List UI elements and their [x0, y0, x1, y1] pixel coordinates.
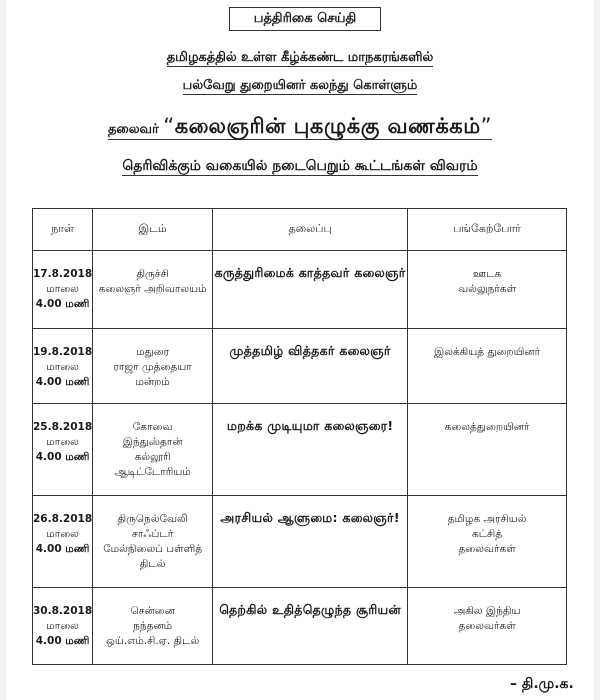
time-label: மாலை — [46, 283, 79, 295]
topic-cell — [213, 251, 408, 329]
participants-line: அகில இந்திய — [453, 605, 521, 617]
time-label: மாலை — [46, 528, 79, 540]
open-quote: “ — [163, 114, 175, 138]
time: 4.00 மணி — [35, 543, 90, 555]
intro-line-2-text: பல்வேறு துறையினர் கலந்து கொள்ளும் — [182, 78, 418, 93]
participants-line: தலைவர்கள் — [458, 620, 516, 632]
participants-line: வல்லுநர்கள் — [458, 283, 517, 295]
table-row — [33, 588, 567, 665]
topic: அரசியல் ஆளுமை: கலைஞர்! — [220, 510, 400, 525]
venue-line: ஒய்.எம்.சி.ஏ. திடல் — [106, 635, 200, 647]
intro-line-2 — [0, 78, 600, 94]
venue-line: சாஃப்டர் — [132, 528, 174, 540]
table-row — [33, 404, 567, 496]
table-row — [33, 251, 567, 329]
venue-line: கோவை — [132, 421, 173, 433]
date-cell — [33, 404, 93, 496]
time: 4.00 மணி — [35, 376, 90, 388]
topic-cell — [213, 329, 408, 404]
venue-line: திருச்சி — [136, 268, 169, 280]
participants-cell — [408, 251, 567, 329]
participants-cell — [408, 496, 567, 588]
date-cell — [33, 329, 93, 404]
topic: கருத்துரிமைக் காத்தவர் கலைஞர் — [214, 265, 406, 280]
table-row — [33, 329, 567, 404]
title-prefix: தலைவர் — [107, 122, 164, 137]
venue-cell — [93, 404, 213, 496]
venue-line: மேல்நிலைப் பள்ளித் — [103, 543, 203, 555]
topic-cell — [213, 588, 408, 665]
venue-cell — [93, 588, 213, 665]
column-header-venue: இடம் — [93, 209, 213, 251]
table-header-row — [33, 209, 567, 251]
topic-cell — [213, 404, 408, 496]
close-quote: ” — [480, 114, 493, 138]
topic-cell — [213, 496, 408, 588]
signature: – தி.மு.க. — [510, 676, 574, 692]
participants-cell — [408, 329, 567, 404]
participants-line: தலைவர்கள் — [458, 543, 516, 555]
venue-line: ஆடிட்டோரியம் — [114, 466, 191, 478]
intro-line-1-text: தமிழகத்தில் உள்ள கீழ்க்கண்ட மாநகரங்களில் — [166, 50, 434, 65]
time: 4.00 மணி — [35, 451, 90, 463]
column-header-participants: பங்கேற்போர் — [408, 209, 567, 251]
venue-line: மன்றம் — [135, 376, 170, 388]
date: 17.8.2018 — [33, 268, 93, 280]
press-release-label — [229, 7, 381, 31]
venue-line: திடல் — [139, 558, 166, 570]
venue-cell — [93, 329, 213, 404]
time-label: மாலை — [46, 436, 79, 448]
venue-line: கல்லூரி — [134, 451, 171, 463]
date-cell — [33, 496, 93, 588]
venue-line: மதுரை — [136, 346, 170, 358]
subtitle — [0, 158, 600, 176]
time-label: மாலை — [46, 361, 79, 373]
topic: முத்தமிழ் வித்தகர் கலைஞர் — [229, 343, 391, 358]
topic: தெற்கில் உதித்தெழுந்த சூரியன் — [219, 602, 401, 617]
time-label: மாலை — [46, 620, 79, 632]
date: 25.8.2018 — [33, 421, 93, 433]
title-main: கலைஞரின் புகழுக்கு வணக்கம் — [174, 114, 481, 138]
subtitle-text: தெரிவிக்கும் வகையில் நடைபெறும் கூட்டங்கள் விவரம் — [122, 158, 478, 174]
venue-cell — [93, 496, 213, 588]
participants-cell — [408, 404, 567, 496]
participants-line: இலக்கியத் துறையினர் — [434, 346, 541, 358]
main-title-underline — [107, 114, 493, 140]
date-cell — [33, 251, 93, 329]
venue-line: சென்னை — [130, 605, 175, 617]
venue-line: ராஜா முத்தையா — [113, 361, 192, 373]
date: 19.8.2018 — [33, 346, 93, 358]
participants-cell — [408, 588, 567, 665]
date: 26.8.2018 — [33, 513, 93, 525]
participants-line: கலைத்துறையினர் — [444, 421, 530, 433]
table-row — [33, 496, 567, 588]
time: 4.00 மணி — [35, 635, 90, 647]
date-cell — [33, 588, 93, 665]
venue-line: கலைஞர் அறிவாலயம் — [98, 283, 207, 295]
column-header-topic: தலைப்பு — [213, 209, 408, 251]
intro-line-1 — [0, 50, 600, 66]
venue-line: நந்தனம் — [133, 620, 173, 632]
press-release-text: பத்திரிகை செய்தி — [253, 11, 357, 26]
topic: மறக்க முடியுமா கலைஞரை! — [226, 418, 394, 433]
participants-line: கட்சித் — [471, 528, 503, 540]
venue-line: இந்துஸ்தான் — [122, 436, 183, 448]
venue-line: திருநெல்வேலி — [117, 513, 188, 525]
time: 4.00 மணி — [35, 298, 90, 310]
main-title — [0, 114, 600, 141]
date: 30.8.2018 — [33, 605, 93, 617]
participants-line: ஊடக — [472, 268, 502, 280]
meetings-schedule-table — [32, 208, 567, 665]
venue-cell — [93, 251, 213, 329]
column-header-date: நாள் — [33, 209, 93, 251]
participants-line: தமிழக அரசியல் — [447, 513, 527, 525]
